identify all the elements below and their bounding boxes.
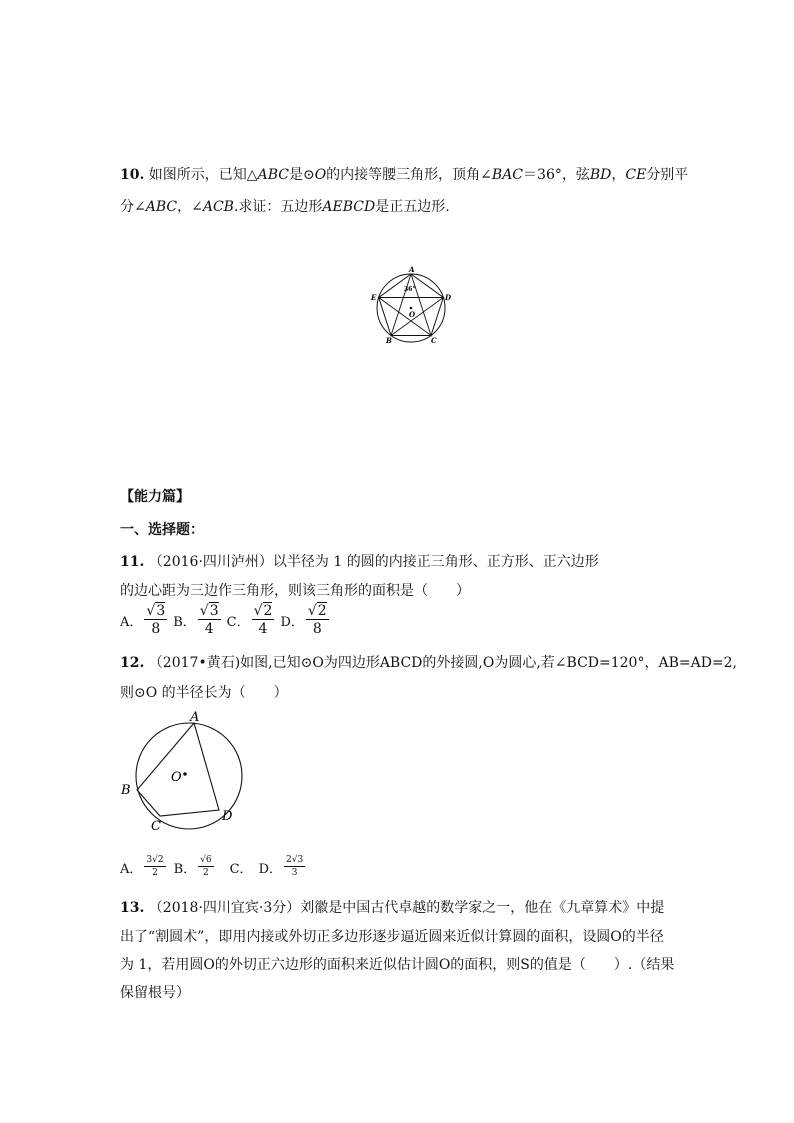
q12-label-b: B	[121, 783, 131, 798]
q10-label-a: A	[409, 265, 415, 274]
section-subtitle: 一、选择题：	[120, 522, 204, 538]
q10-label-d: D	[445, 293, 452, 302]
q13-line2: 出了“割圆术”，即用内接或外切正多边形逐步逼近圆来近似计算圆的面积，设圆O的半径	[120, 929, 664, 945]
q10-angle-label: 36°	[404, 286, 416, 293]
q12-label-c: C	[151, 819, 161, 834]
q10-label-e: E	[371, 293, 377, 302]
section-title: 【能力篇】	[120, 489, 190, 505]
q10-line2: 分∠ABC，∠ACB.求证：五边形AEBCD是正五边形.	[120, 199, 450, 215]
q12-label-a: A	[190, 710, 200, 725]
q12-label-o: O	[171, 770, 182, 785]
q10-center-dot	[410, 307, 413, 310]
q12-center-dot	[183, 772, 187, 776]
q12-line1: 12. （2017•黄石)如图,已知⊙O为四边形ABCD的外接圆,O为圆心,若∠BCD=120°，AB=AD=2,	[120, 655, 738, 671]
q10-figure	[360, 262, 470, 348]
q11-options: A． $\frac{√3}{8}$ B． $\frac{√3}{4}$ C． $\frac{√2}{4}$ D． $\frac{√2}{8}$	[120, 603, 327, 637]
q10-label-o: O	[409, 310, 416, 319]
q13-line4: 保留根号）	[120, 985, 190, 1001]
q10-label-b: B	[386, 336, 392, 345]
q10-line1: 10. 如图所示，已知△ABC是⊙O的内接等腰三角形，顶角∠BAC＝36°，弦BD，CE分别平	[120, 167, 689, 183]
q12-figure	[116, 708, 246, 836]
q11-option-a-fraction: $\frac{√3}{8}$	[146, 603, 166, 637]
q13-line1: 13. （2018·四川宜宾·3分）刘徽是中国古代卓越的数学家之一，他在《九章算术》中提	[120, 900, 665, 916]
q11-option-c-fraction: $\frac{√2}{4}$	[253, 603, 273, 637]
q11-option-b-fraction: $\frac{√3}{4}$	[199, 603, 219, 637]
q12-option-b-fraction: $\frac{√6}{2}$	[200, 855, 212, 878]
q12-label-d: D	[222, 809, 233, 824]
q12-options: A． $\frac{3√2}{2}$ B． $\frac{√6}{2}$ C． D． $\frac{2√3}{3}$	[120, 855, 304, 878]
q11-line2: 的边心距为三边作三角形，则该三角形的面积是（ ）	[120, 583, 470, 599]
q11-option-d-fraction: $\frac{√2}{8}$	[307, 603, 327, 637]
q12-option-d-fraction: $\frac{2√3}{3}$	[286, 855, 304, 878]
q10-label-c: C	[431, 336, 437, 345]
q11-line1: 11. （2016·四川泸州）以半径为 1 的圆的内接正三角形、正方形、正六边形	[120, 554, 599, 570]
q13-line3: 为 1，若用圆O的外切正六边形的面积来近似估计圆O的面积，则S的值是（ ）.（结果	[120, 957, 675, 973]
q12-option-a-fraction: $\frac{3√2}{2}$	[146, 855, 164, 878]
q12-line2: 则⊙O 的半径长为（ ）	[120, 685, 288, 701]
